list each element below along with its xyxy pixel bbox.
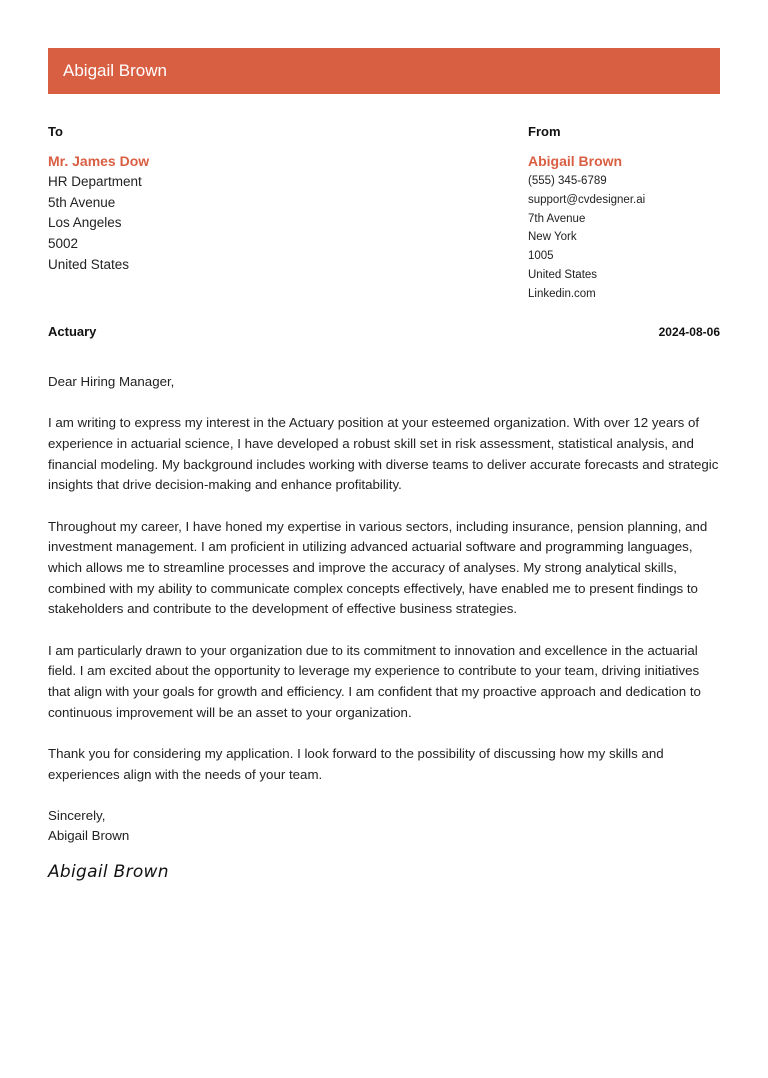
sender-city: New York — [528, 231, 577, 244]
header-name: Abigail Brown — [63, 61, 167, 80]
letter-body — [48, 372, 720, 868]
letter-paragraph: Thank you for considering my application. I look forward to the possibility of discussing how my skills and experiences align with the needs of your team. — [48, 745, 664, 782]
sender-zip: 1005 — [528, 250, 554, 263]
letter-date: 2024-08-06 — [658, 325, 720, 339]
position-title: Actuary — [48, 324, 97, 339]
recipient-name: Mr. James Dow — [48, 153, 150, 169]
sender-label: From — [528, 124, 561, 139]
closing-name: Abigail Brown — [48, 828, 130, 844]
sender-name: Abigail Brown — [528, 153, 623, 169]
signature: Abigail Brown — [48, 862, 169, 882]
letter-paragraph: I am writing to express my interest in the Actuary position at your esteemed organization. With over 12 years of experience in actuarial science, I have developed a robust skill set in risk assessment, statistical analysis, and financial modeling. My background includes working with diverse teams to deliver accurate forecasts and strategic insights that drive decision-making and enhance profitability. — [48, 415, 719, 493]
recipient-country: United States — [48, 256, 130, 272]
closing-word: Sincerely, — [48, 807, 106, 823]
letter-closing — [48, 806, 720, 847]
recipient-block — [48, 124, 448, 276]
letter-paragraph: Throughout my career, I have honed my expertise in various sectors, including insurance, pension planning, and investment management. I am proficient in utilizing advanced actuarial software and programming languages, which allows me to streamline processes and improve the accuracy of analyses. My strong analytical skills, combined with my ability to communicate complex concepts effectively, have enabled me to present findings to stakeholders and contribute to the development of effective business strategies. — [48, 518, 708, 617]
recipient-label: To — [48, 124, 63, 139]
sender-linkedin: Linkedin.com — [528, 287, 596, 300]
header-bar — [48, 48, 720, 94]
letter-paragraph: I am particularly drawn to your organization due to its commitment to innovation and excellence in the actuarial field. I am excited about the opportunity to leverage my experience to contribute to your team, driving initiatives that align with your goals for growth and efficiency. I am confident that my proactive approach and dedication to continuous improvement will be an asset to your organization. — [48, 642, 701, 720]
sender-country: United States — [528, 268, 598, 281]
recipient-department: HR Department — [48, 174, 142, 189]
sender-street: 7th Avenue — [528, 212, 586, 225]
recipient-street: 5th Avenue — [48, 194, 116, 210]
sender-email: support@cvdesigner.ai — [528, 193, 646, 206]
letter-greeting: Dear Hiring Manager, — [48, 374, 175, 389]
sender-block — [528, 124, 728, 304]
recipient-city: Los Angeles — [48, 215, 122, 231]
recipient-zip: 5002 — [48, 236, 79, 252]
sender-phone: (555) 345-6789 — [528, 175, 607, 187]
